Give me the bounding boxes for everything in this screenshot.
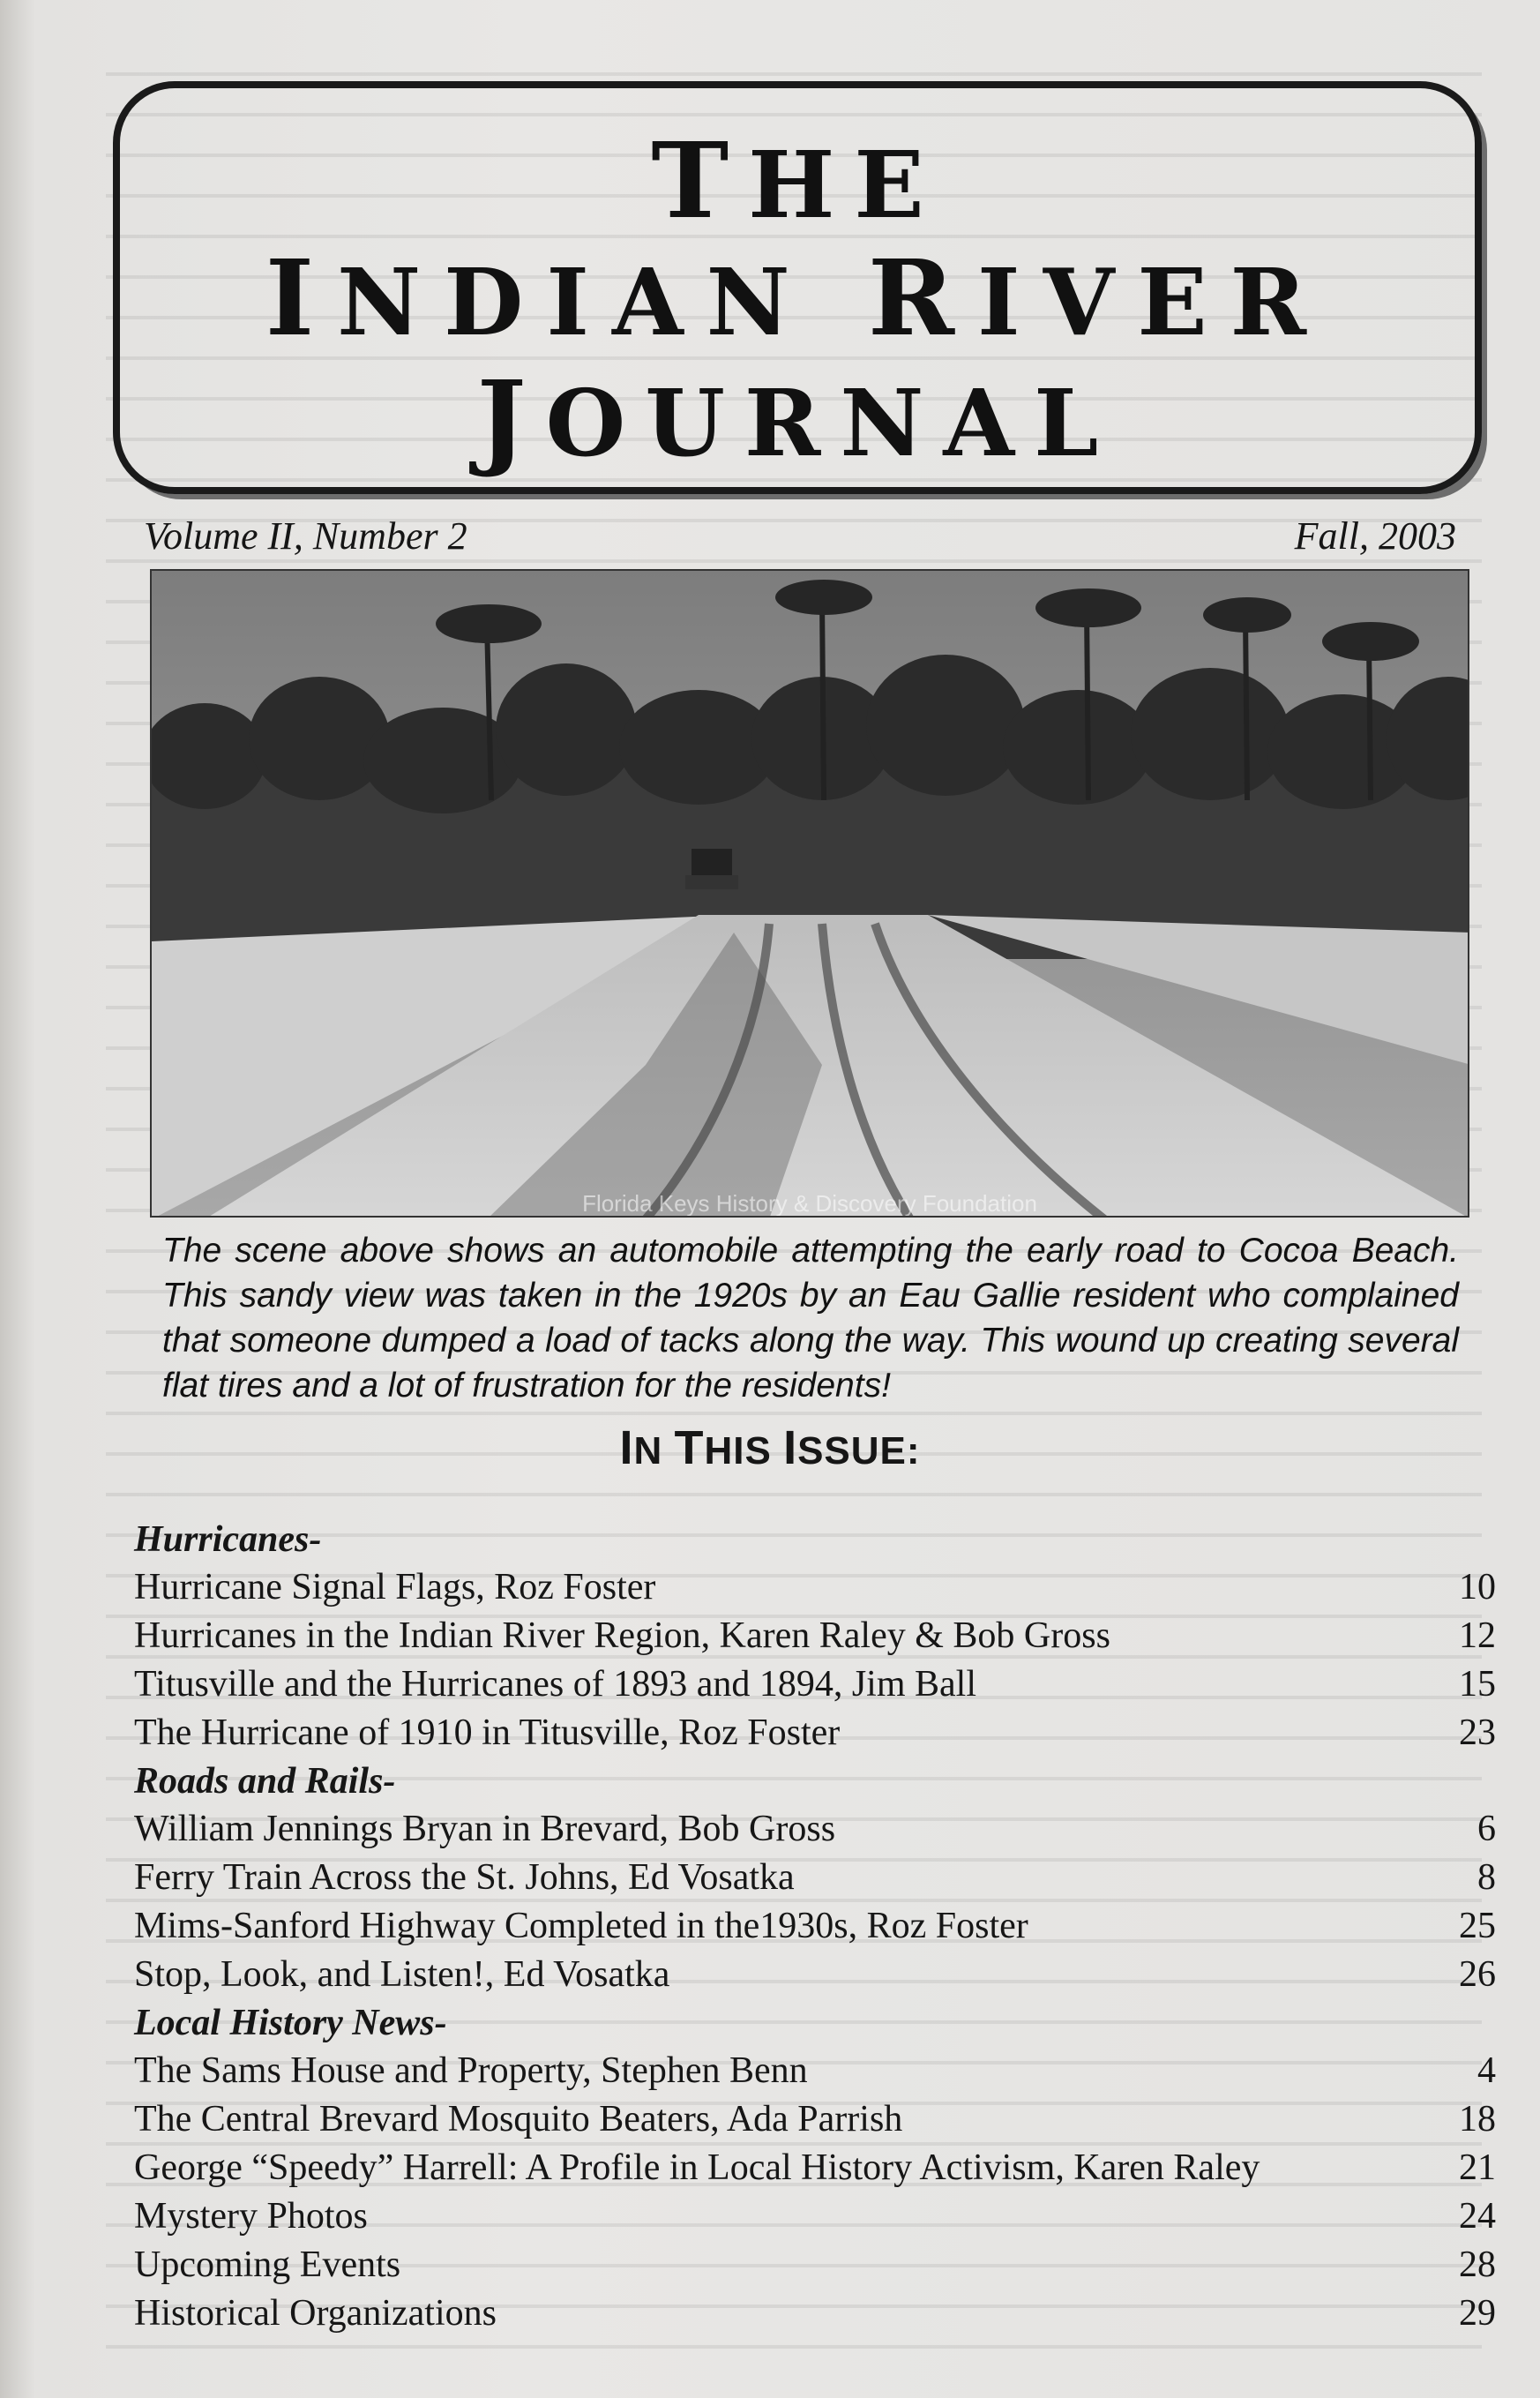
in-this-issue-heading (0, 1420, 1540, 1475)
masthead-line-2 (113, 236, 1482, 359)
toc-entry-page: 29 (1459, 2293, 1496, 2334)
masthead-word-the: THE (651, 119, 944, 242)
toc-entry-title: Stop, Look, and Listen!, Ed Vosatka (134, 1954, 670, 1995)
toc-entry-title: Mystery Photos (134, 2196, 368, 2237)
toc-entry-title: The Central Brevard Mosquito Beaters, Ada Parrish (134, 2099, 903, 2139)
toc-entry-title: William Jennings Bryan in Brevard, Bob Gross (134, 1809, 836, 1849)
toc-entry-page: 28 (1459, 2244, 1496, 2285)
toc-entry-page: 25 (1459, 1906, 1496, 1946)
toc-entry[interactable] (134, 2095, 1496, 2144)
toc-entry-page: 10 (1459, 1567, 1496, 1607)
toc-section-heading: Hurricanes- (134, 1519, 322, 1560)
toc-entry-page: 8 (1477, 1857, 1496, 1898)
toc-entry-page: 24 (1459, 2196, 1496, 2237)
toc-entry-title: The Hurricane of 1910 in Titusville, Roz Foster (134, 1712, 841, 1753)
toc-entry-title: The Sams House and Property, Stephen Benn (134, 2050, 808, 2091)
toc-entry[interactable] (134, 1563, 1496, 1612)
toc-section-heading: Roads and Rails- (134, 1761, 396, 1802)
toc-entry-title: Hurricane Signal Flags, Roz Foster (134, 1567, 656, 1607)
toc-entry-page: 26 (1459, 1954, 1496, 1995)
toc-entry-title: George “Speedy” Harrell: A Profile in Local History Activism, Karen Raley (134, 2147, 1260, 2188)
road-scene-illustration (152, 571, 1469, 1218)
toc-entry-title: Historical Organizations (134, 2293, 497, 2334)
toc-entry[interactable] (134, 1612, 1496, 1660)
toc-entry-page: 15 (1459, 1664, 1496, 1705)
toc-entry[interactable] (134, 1709, 1496, 1757)
toc-heading-text: IN THIS ISSUE: (619, 1421, 921, 1474)
issue-season: Fall, 2003 (1294, 514, 1456, 558)
volume-number: Volume II, Number 2 (144, 514, 467, 558)
toc-entry-page: 23 (1459, 1712, 1496, 1753)
toc-entry[interactable] (134, 1660, 1496, 1709)
masthead-words-indian-river: INDIAN RIVER (265, 236, 1330, 359)
toc-entry[interactable] (134, 2192, 1496, 2241)
toc-entry-title: Ferry Train Across the St. Johns, Ed Vosatka (134, 1857, 795, 1898)
toc-entry[interactable] (134, 1951, 1496, 1999)
toc-entry-title: Mims-Sanford Highway Completed in the1930s, Roz Foster (134, 1906, 1028, 1946)
table-of-contents (134, 1516, 1496, 2338)
toc-section-heading: Local History News- (134, 2003, 447, 2043)
toc-entry-title: Upcoming Events (134, 2244, 401, 2285)
masthead-line-1 (113, 119, 1482, 242)
photo-watermark: Florida Keys History & Discovery Foundation (582, 1190, 1037, 1217)
toc-entry-page: 21 (1459, 2147, 1496, 2188)
toc-entry[interactable] (134, 1854, 1496, 1902)
toc-entry[interactable] (134, 2144, 1496, 2192)
toc-entry[interactable] (134, 2289, 1496, 2338)
masthead-word-journal: JOURNAL (476, 357, 1118, 480)
cover-photo (150, 569, 1469, 1218)
toc-entry[interactable] (134, 2047, 1496, 2095)
toc-entry-page: 6 (1477, 1809, 1496, 1849)
toc-entry-page: 4 (1477, 2050, 1496, 2091)
toc-entry[interactable] (134, 1805, 1496, 1854)
toc-entry-title: Titusville and the Hurricanes of 1893 and 1894, Jim Ball (134, 1664, 977, 1705)
toc-entry-page: 18 (1459, 2099, 1496, 2139)
toc-entry[interactable] (134, 2241, 1496, 2289)
photo-caption: The scene above shows an automobile attempting the early road to Cocoa Beach. This sandy view was taken in the 1920s by an Eau Gallie resident who complained that someone dumped a load of tacks along the way. This wound up creating several flat tires and a lot of frustration for the residents! (162, 1232, 1459, 1405)
toc-entry[interactable] (134, 1902, 1496, 1951)
toc-entry-title: Hurricanes in the Indian River Region, Karen Raley & Bob Gross (134, 1615, 1110, 1656)
toc-entry-page: 12 (1459, 1615, 1496, 1656)
masthead-line-3 (113, 357, 1482, 480)
